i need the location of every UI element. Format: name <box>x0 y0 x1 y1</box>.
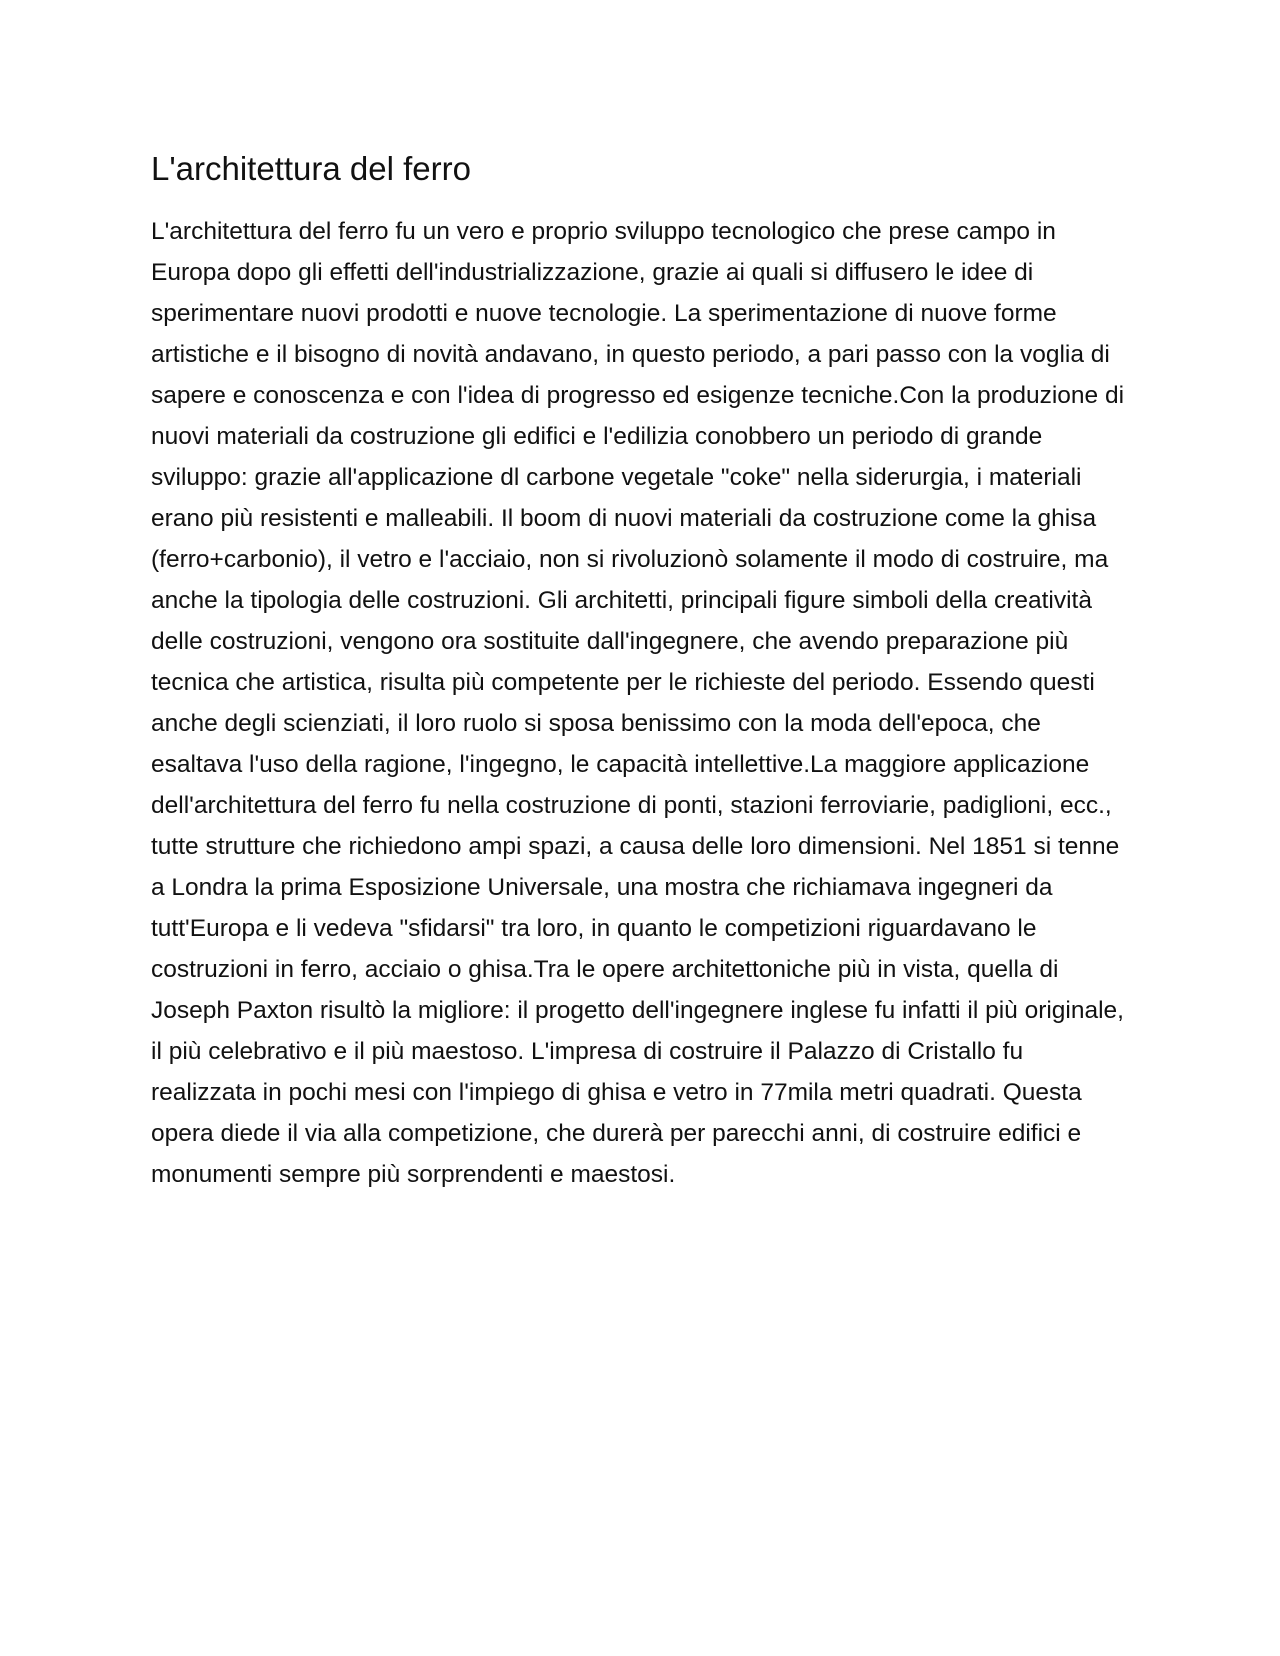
document-title: L'architettura del ferro <box>151 150 471 187</box>
document-paragraph: L'architettura del ferro fu un vero e proprio sviluppo tecnologico che prese campo in Europa dopo gli effetti dell'industrializzazione, grazie ai quali si diffusero le idee di sperimentare nuovi prodotti e nuove tecnologie. La sperimentazione di nuove forme artistiche e il bisogno di novità andavano, in questo periodo, a pari passo con la voglia di sapere e conoscenza e con l'idea di progresso ed esigenze tecniche.Con la produzione di nuovi materiali da costruzione gli edifici e l'edilizia conobbero un periodo di grande sviluppo: grazie all'applicazione dl carbone vegetale "coke" nella siderurgia, i materiali erano più resistenti e malleabili. Il boom di nuovi materiali da costruzione come la ghisa (ferro+carbonio), il vetro e l'acciaio, non si rivoluzionò solamente il modo di costruire, ma anche la tipologia delle costruzioni. Gli architetti, principali figure simboli della creatività delle costruzioni, vengono ora sostituite dall'ingegnere, che avendo preparazione più tecnica che artistica, risulta più competente per le richieste del periodo. Essendo questi anche degli scienziati, il loro ruolo si sposa benissimo con la moda dell'epoca, che esaltava l'uso della ragione, l'ingegno, le capacità intellettive.La maggiore applicazione dell'architettura del ferro fu nella costruzione di ponti, stazioni ferroviarie, padiglioni, ecc., tutte strutture che richiedono ampi spazi, a causa delle loro dimensioni. Nel 1851 si tenne a Londra la prima Esposizione Universale, una mostra che richiamava ingegneri da tutt'Europa e li vedeva "sfidarsi" tra loro, in quanto le competizioni riguardavano le costruzioni in ferro, acciaio o ghisa.Tra le opere architettoniche più in vista, quella di Joseph Paxton risultò la migliore: il progetto dell'ingegnere inglese fu infatti il più originale, il più celebrativo e il più maestoso. L'impresa di costruire il Palazzo di Cristallo fu realizzata in pochi mesi con l'impiego di ghisa e vetro in 77mila metri quadrati. Questa opera diede il via alla competizione, che durerà per parecchi anni, di costruire edifici e monumenti sempre più sorprendenti e maestosi. <box>151 218 1125 1189</box>
document-content <box>151 148 1131 1195</box>
